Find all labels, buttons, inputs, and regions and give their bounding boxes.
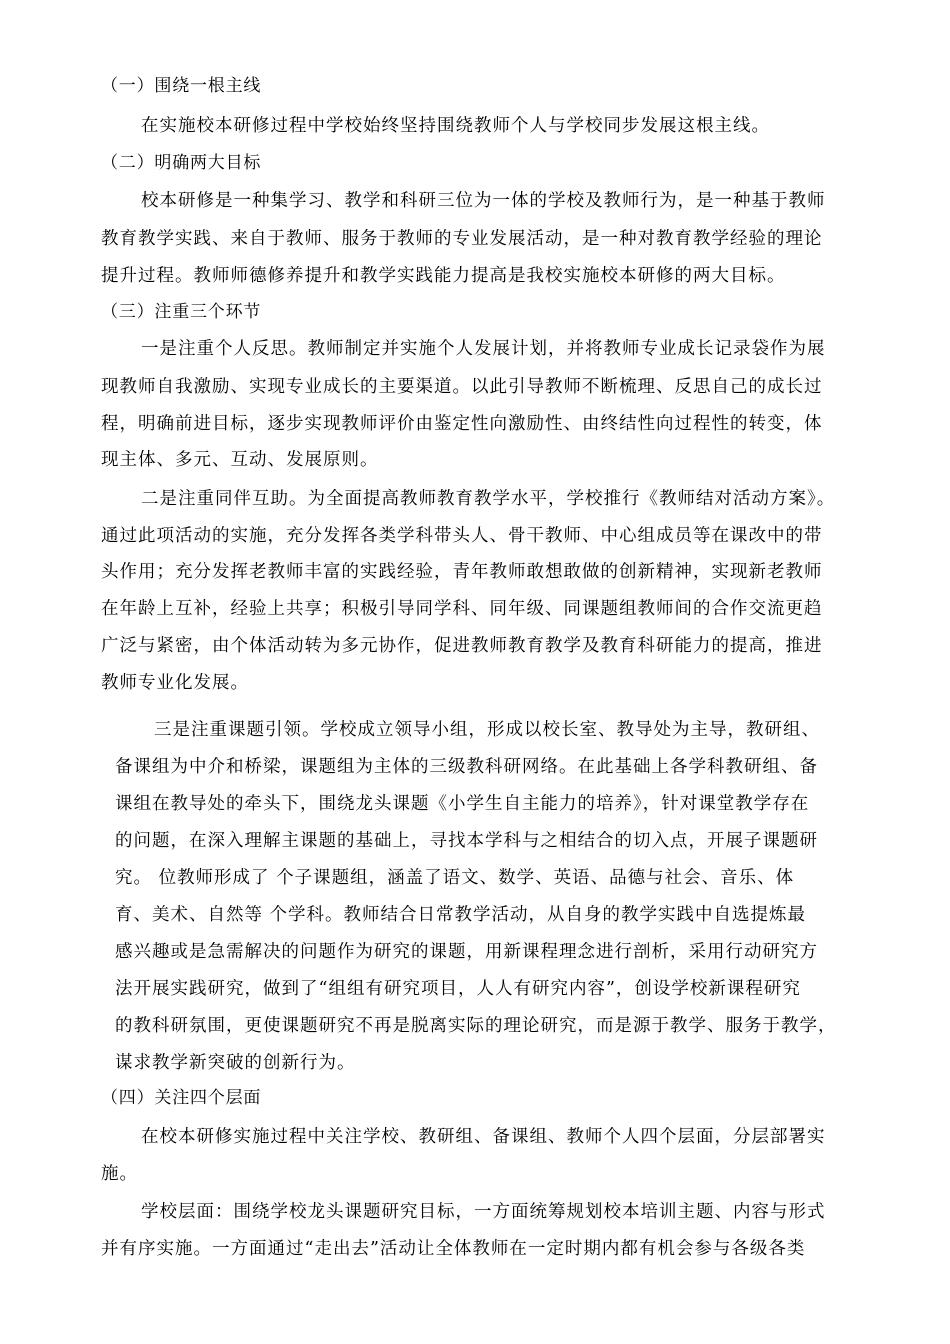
paragraph-line: 法开展实践研究，做到了“组组有研究项目，人人有研究内容”，创设学校新课程研究	[115, 979, 801, 999]
paragraph-line: 谋求教学新突破的创新行为。	[115, 1053, 356, 1073]
paragraph-line: 教育教学实践、来自于教师、服务于教师的专业发展活动，是一种对教育教学经验的理论	[101, 229, 823, 249]
paragraph-line: 通过此项活动的实施，充分发挥各类学科带头人、骨干教师、中心组成员等在课改中的带	[101, 526, 823, 546]
paragraph-line: 施。	[101, 1164, 138, 1184]
paragraph-line: 二是注重同伴互助。为全面提高教师教育教学水平，学校推行《教师结对活动方案》。	[141, 489, 836, 509]
paragraph-line: 提升过程。教师师德修养提升和教学实践能力提高是我校实施校本研修的两大目标。	[101, 266, 786, 286]
paragraph-line: 的教科研氛围，更使课题研究不再是脱离实际的理论研究，而是源于教学、服务于教学，	[115, 1016, 837, 1036]
paragraph-line: 感兴趣或是急需解决的问题作为研究的课题，用新课程理念进行剖析，采用行动研究方	[115, 942, 818, 962]
paragraph-line: 在实施校本研修过程中学校始终坚持围绕教师个人与学校同步发展这根主线。	[141, 116, 770, 136]
paragraph-line: 备课组为中介和桥梁，课题组为主体的三级教科研网络。在此基础上各学科教研组、备	[115, 757, 818, 777]
paragraph-line: 学校层面：围绕学校龙头课题研究目标，一方面统筹规划校本培训主题、内容与形式	[141, 1202, 826, 1222]
section-heading-4: （四）关注四个层面	[101, 1088, 262, 1108]
paragraph-line: 现主体、多元、互动、发展原则。	[101, 450, 379, 470]
paragraph-line: 现教师自我激励、实现专业成长的主要渠道。以此引导教师不断梳理、反思自己的成长过	[101, 377, 823, 397]
paragraph-line: 的问题，在深入理解主课题的基础上，寻找本学科与之相结合的切入点，开展子课题研	[115, 831, 818, 851]
paragraph-line: 在校本研修实施过程中关注学校、教研组、备课组、教师个人四个层面，分层部署实	[141, 1127, 826, 1147]
paragraph-line: 教师专业化发展。	[101, 673, 249, 693]
paragraph-line: 究。 位教师形成了 个子课题组，涵盖了语文、数学、英语、品德与社会、音乐、体	[115, 868, 795, 888]
paragraph-line: 一是注重个人反思。教师制定并实施个人发展计划，并将教师专业成长记录袋作为展	[141, 339, 826, 359]
paragraph-line: 广泛与紧密，由个体活动转为多元协作，促进教师教育教学及教育科研能力的提高，推进	[101, 636, 823, 656]
paragraph-line: 校本研修是一种集学习、教学和科研三位为一体的学校及教师行为，是一种基于教师	[141, 191, 826, 211]
paragraph-line: 头作用；充分发挥老教师丰富的实践经验，青年教师敢想敢做的创新精神，实现新老教师	[101, 562, 823, 582]
paragraph-line: 在年龄上互补，经验上共享；积极引导同学科、同年级、同课题组教师间的合作交流更趋	[101, 599, 823, 619]
paragraph-line: 三是注重课题引领。学校成立领导小组，形成以校长室、教导处为主导，教研组、	[154, 720, 820, 740]
section-heading-3: （三）注重三个环节	[101, 302, 262, 322]
paragraph-line: 并有序实施。一方面通过“走出去”活动让全体教师在一定时期内都有机会参与各级各类	[101, 1239, 806, 1259]
paragraph-line: 育、美术、自然等 个学科。教师结合日常教学活动，从自身的教学实践中自选提炼最	[115, 905, 807, 925]
paragraph-line: 课组在教导处的牵头下，围绕龙头课题《小学生自主能力的培养》，针对课堂教学存在	[115, 794, 810, 814]
section-heading-1: （一）围绕一根主线	[101, 76, 262, 96]
paragraph-line: 程，明确前进目标，逐步实现教师评价由鉴定性向激励性、由终结性向过程性的转变，体	[101, 414, 823, 434]
section-heading-2: （二）明确两大目标	[101, 153, 262, 173]
